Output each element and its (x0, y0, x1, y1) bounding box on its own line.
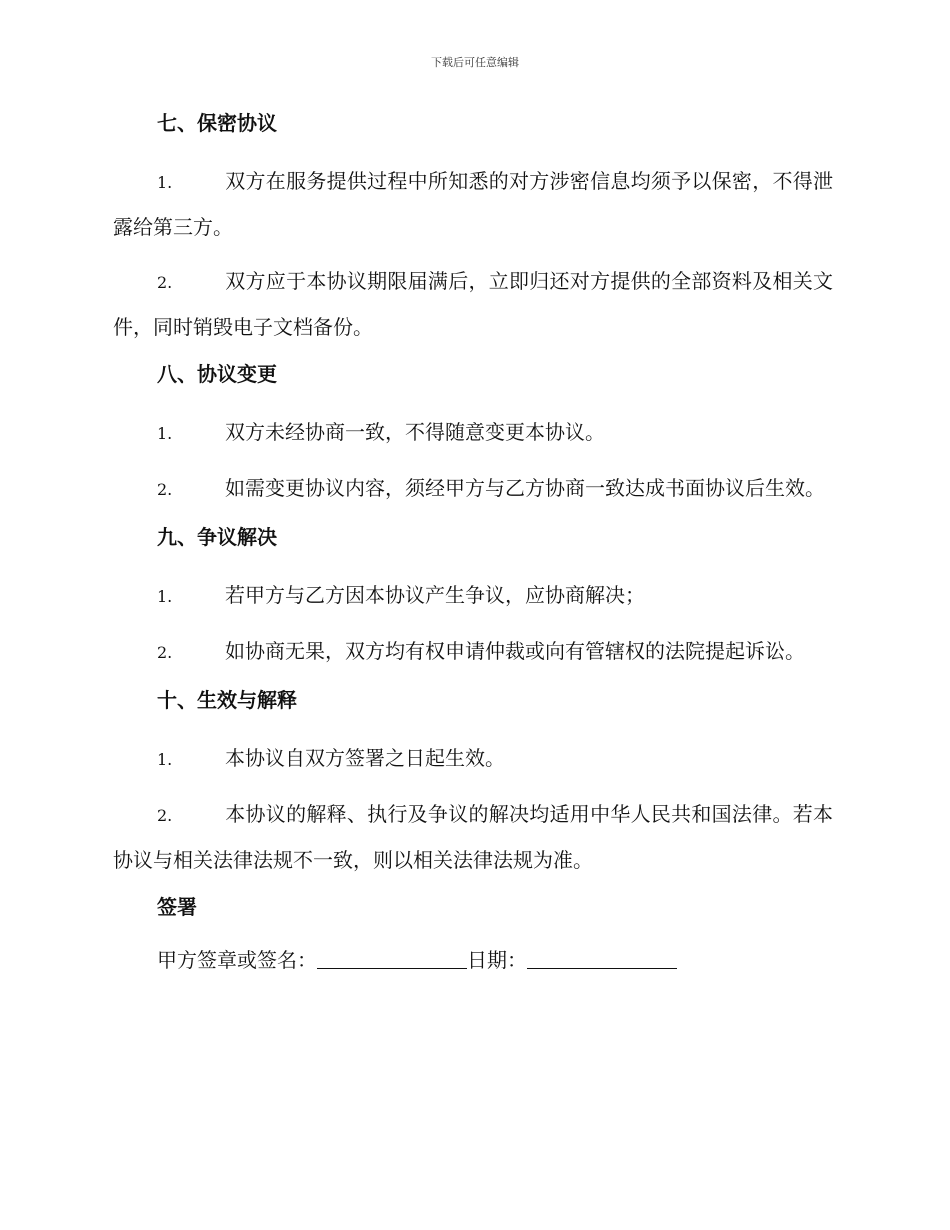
clause (113, 410, 833, 456)
clause (113, 466, 833, 512)
clause-number: 2. (157, 480, 173, 499)
clause (113, 736, 833, 782)
date-label: 日期： (467, 948, 527, 972)
clause (113, 792, 833, 882)
section-effectiveness (113, 685, 833, 882)
signature-title: 签署 (157, 895, 197, 919)
clause (113, 159, 833, 249)
section-dispute (113, 522, 833, 675)
party-a-label: 甲方签章或签名： (157, 948, 317, 972)
clause-number: 2. (157, 806, 173, 825)
date-blank[interactable] (527, 948, 677, 969)
section-title: 十、生效与解释 (157, 688, 297, 712)
section-title: 七、保密协议 (157, 111, 277, 135)
clause (113, 629, 833, 675)
section-amendment (113, 359, 833, 512)
clause (113, 259, 833, 349)
clause-number: 1. (157, 587, 173, 606)
clause-text: 本协议的解释、执行及争议的解决均适用中华人民共和国法律。若本协议与相关法律法规不一致，则以相关法律法规为准。 (113, 802, 833, 872)
clause-number: 1. (157, 173, 173, 192)
clause-text: 本协议自双方签署之日起生效。 (225, 746, 505, 770)
section-confidentiality (113, 108, 833, 349)
section-title: 八、协议变更 (157, 362, 277, 386)
signature-line (157, 945, 833, 975)
clause-text: 如协商无果，双方均有权申请仲裁或向有管辖权的法院提起诉讼。 (225, 639, 805, 663)
clause-text: 若甲方与乙方因本协议产生争议，应协商解决； (225, 583, 645, 607)
clause-number: 1. (157, 750, 173, 769)
clause-number: 2. (157, 273, 173, 292)
clause-text: 如需变更协议内容，须经甲方与乙方协商一致达成书面协议后生效。 (225, 476, 825, 500)
clause-text: 双方未经协商一致，不得随意变更本协议。 (225, 420, 605, 444)
clause-number: 1. (157, 424, 173, 443)
clause (113, 573, 833, 619)
clause-text: 双方应于本协议期限届满后，立即归还对方提供的全部资料及相关文件，同时销毁电子文档备份。 (113, 269, 833, 339)
clause-text: 双方在服务提供过程中所知悉的对方涉密信息均须予以保密，不得泄露给第三方。 (113, 169, 833, 239)
clause-number: 2. (157, 643, 173, 662)
page-header: 下载后可任意编辑 (431, 56, 519, 69)
party-a-signature-blank[interactable] (317, 948, 467, 969)
document-body (113, 108, 833, 975)
section-title: 九、争议解决 (157, 525, 277, 549)
